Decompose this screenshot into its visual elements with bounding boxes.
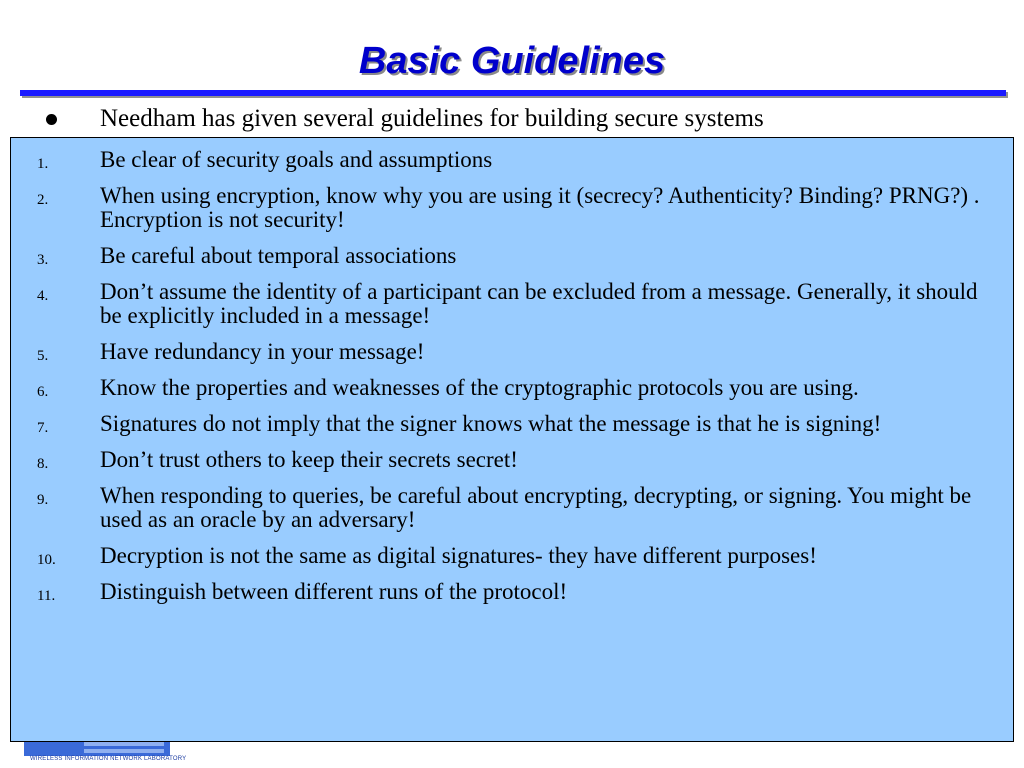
winlab-logo [24, 738, 187, 766]
list-item [11, 448, 1013, 472]
item-number: 2. [37, 192, 49, 208]
item-number: 3. [37, 252, 49, 268]
item-number: 1. [37, 156, 49, 172]
slide-title: Basic Guidelines [358, 40, 666, 82]
list-item [11, 544, 1013, 568]
item-text: Be clear of security goals and assumptions [100, 147, 493, 172]
list-item [11, 412, 1013, 436]
intro-text: Needham has given several guidelines for building secure systems [100, 105, 764, 132]
item-number: 8. [37, 456, 49, 472]
list-item [11, 244, 1013, 268]
bullet-dot-icon [46, 114, 57, 125]
guidelines-list [11, 148, 1013, 616]
item-text: Have redundancy in your message! [100, 339, 425, 364]
guidelines-panel [10, 137, 1014, 742]
item-number: 6. [37, 384, 49, 400]
item-text: Decryption is not the same as digital signatures- they have different purposes! [100, 543, 817, 568]
list-item [11, 340, 1013, 364]
item-text: Signatures do not imply that the signer knows what the message is that he is signing! [100, 411, 882, 436]
item-text: Know the properties and weaknesses of the cryptographic protocols you are using. [100, 375, 859, 400]
list-item [11, 148, 1013, 172]
item-text: When using encryption, know why you are using it (secrecy? Authenticity? Binding? PRNG?) . Encryption is not security! [100, 183, 980, 232]
item-number: 11. [37, 588, 56, 604]
item-text: Be careful about temporal associations [100, 243, 457, 268]
item-number: 5. [37, 348, 49, 364]
item-number: 9. [37, 492, 49, 508]
list-item [11, 280, 1013, 328]
item-text: Don’t trust others to keep their secrets secret! [100, 447, 518, 472]
list-item [11, 580, 1013, 604]
title-divider [20, 90, 1006, 96]
item-number: 10. [37, 552, 56, 568]
item-text: When responding to queries, be careful about encrypting, decrypting, or signing. You might be used as an oracle by an adversary! [100, 483, 972, 532]
logo-caption: WIRELESS INFORMATION NETWORK LABORATORY [30, 756, 187, 762]
item-number: 4. [37, 288, 49, 304]
list-item [11, 184, 1013, 232]
list-item [11, 484, 1013, 532]
item-number: 7. [37, 420, 49, 436]
list-item [11, 376, 1013, 400]
item-text: Don’t assume the identity of a participant can be excluded from a message. Generally, it should be explicitly included in a message! [100, 279, 978, 328]
item-text: Distinguish between different runs of the protocol! [100, 579, 568, 604]
